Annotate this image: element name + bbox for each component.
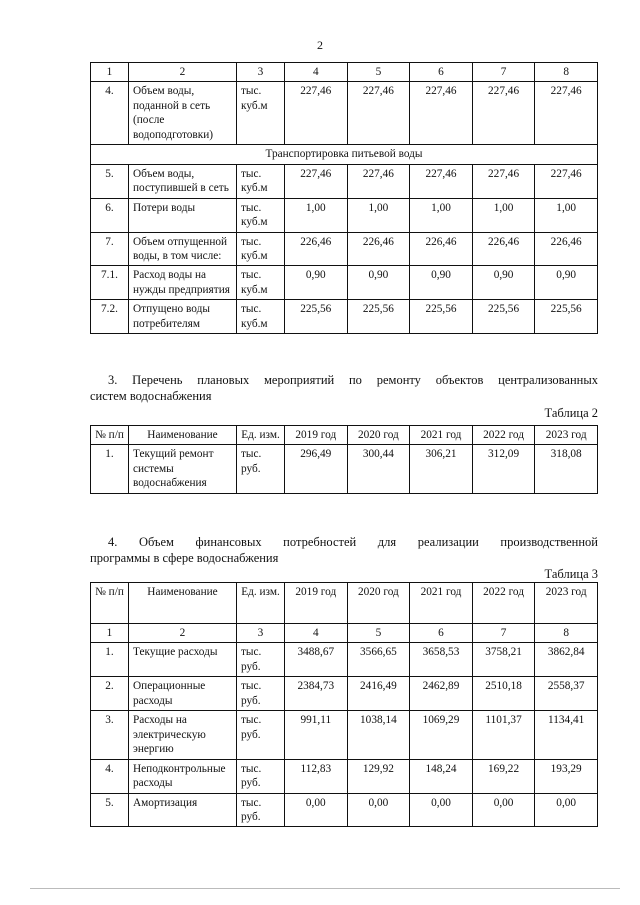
table1-body-a — [91, 82, 598, 145]
row-value: 0,90 — [535, 266, 598, 300]
row-name: Расходы на электрическую энергию — [129, 711, 237, 759]
row-unit: тыс. куб.м — [237, 266, 285, 300]
row-value: 225,56 — [347, 300, 410, 334]
row-unit: тыс. куб.м — [237, 198, 285, 232]
table3-index-cell: 1 — [91, 624, 129, 643]
row-unit: тыс. руб. — [237, 711, 285, 759]
row-value: 225,56 — [472, 300, 535, 334]
table2-header-cell: 2020 год — [347, 426, 410, 445]
row-value: 0,00 — [535, 793, 598, 827]
row-name: Амортизация — [129, 793, 237, 827]
financial-needs-table — [90, 582, 598, 827]
table1-header-cell: 1 — [91, 63, 129, 82]
row-unit: тыс. руб. — [237, 759, 285, 793]
row-value: 1,00 — [410, 198, 473, 232]
table2-header-cell: 2023 год — [535, 426, 598, 445]
table1-header-cell: 7 — [472, 63, 535, 82]
heading-line: программы в сфере водоснабжения — [90, 551, 279, 566]
table3-index-cell: 8 — [535, 624, 598, 643]
table2-header-cell: 2021 год — [410, 426, 473, 445]
table-row — [91, 643, 598, 677]
row-value: 2416,49 — [347, 677, 410, 711]
table2-header-row — [91, 426, 598, 445]
row-name: Текущие расходы — [129, 643, 237, 677]
row-value: 1,00 — [347, 198, 410, 232]
row-number: 2. — [91, 677, 129, 711]
row-value: 129,92 — [347, 759, 410, 793]
table1-header-cell: 8 — [535, 63, 598, 82]
row-value: 226,46 — [347, 232, 410, 266]
table-label: Таблица 2 — [544, 406, 598, 420]
row-value: 227,46 — [410, 82, 473, 145]
table3-header-cell: Ед. изм. — [237, 583, 285, 624]
table3-index-cell: 6 — [410, 624, 473, 643]
row-name: Операционные расходы — [129, 677, 237, 711]
water-balance-table — [90, 62, 598, 334]
table3-header-cell: 2022 год — [472, 583, 535, 624]
row-value: 227,46 — [535, 164, 598, 198]
row-value: 312,09 — [472, 445, 535, 493]
row-value: 1069,29 — [410, 711, 473, 759]
row-value: 3862,84 — [535, 643, 598, 677]
row-value: 1038,14 — [347, 711, 410, 759]
row-unit: тыс. руб. — [237, 793, 285, 827]
row-value: 1,00 — [535, 198, 598, 232]
row-value: 227,46 — [347, 82, 410, 145]
table2-header-cell: Ед. изм. — [237, 426, 285, 445]
row-value: 1,00 — [285, 198, 348, 232]
table-row — [91, 300, 598, 334]
table3-header-cell: Наименование — [129, 583, 237, 624]
table1-body-b — [91, 164, 598, 334]
table2-body — [91, 445, 598, 493]
row-name: Потери воды — [129, 198, 237, 232]
row-name: Объем отпущенной воды, в том числе: — [129, 232, 237, 266]
row-name: Неподконтрольные расходы — [129, 759, 237, 793]
table3-header-cell: 2020 год — [347, 583, 410, 624]
table-row — [91, 759, 598, 793]
table-row — [91, 677, 598, 711]
section-title: Транспортировка питьевой воды — [91, 145, 598, 164]
row-unit: тыс. куб.м — [237, 82, 285, 145]
row-value: 2384,73 — [285, 677, 348, 711]
table1-header-cell: 4 — [285, 63, 348, 82]
table3-index-cell: 4 — [285, 624, 348, 643]
row-name: Объем воды, поступившей в сеть — [129, 164, 237, 198]
row-value: 0,00 — [410, 793, 473, 827]
row-value: 1134,41 — [535, 711, 598, 759]
row-value: 0,00 — [285, 793, 348, 827]
row-value: 225,56 — [285, 300, 348, 334]
row-value: 2558,37 — [535, 677, 598, 711]
section-heading-4 — [90, 534, 598, 567]
table2-header-cell: Наименование — [129, 426, 237, 445]
page-number: 2 — [317, 38, 323, 52]
row-name: Объем воды, поданной в сеть (после водоподготовки) — [129, 82, 237, 145]
heading-line: 4. Объем финансовых потребностей для реализации производственной — [108, 535, 598, 549]
table1-header-cell: 3 — [237, 63, 285, 82]
row-value: 3658,53 — [410, 643, 473, 677]
row-unit: тыс. куб.м — [237, 300, 285, 334]
table3-index-row — [91, 624, 598, 643]
row-value: 226,46 — [535, 232, 598, 266]
table1-header-cell: 2 — [129, 63, 237, 82]
table-row — [91, 445, 598, 493]
row-number: 7.1. — [91, 266, 129, 300]
heading-line: 3. Перечень плановых мероприятий по ремонту объектов централизованных — [108, 373, 598, 387]
table3-header-cell: 2021 год — [410, 583, 473, 624]
row-value: 296,49 — [285, 445, 348, 493]
table3-header-cell: 2019 год — [285, 583, 348, 624]
table3-header-cell: № п/п — [91, 583, 129, 624]
table-row — [91, 711, 598, 759]
row-value: 991,11 — [285, 711, 348, 759]
row-number: 4. — [91, 759, 129, 793]
row-value: 0,90 — [347, 266, 410, 300]
table2-header-cell: 2019 год — [285, 426, 348, 445]
row-number: 7. — [91, 232, 129, 266]
row-value: 227,46 — [285, 164, 348, 198]
heading-line: систем водоснабжения — [90, 389, 212, 404]
row-value: 227,46 — [285, 82, 348, 145]
table1-header-cell: 6 — [410, 63, 473, 82]
row-name: Текущий ремонт системы водоснабжения — [129, 445, 237, 493]
page-bottom-divider — [30, 888, 620, 889]
row-value: 227,46 — [472, 164, 535, 198]
table-row — [91, 266, 598, 300]
row-value: 300,44 — [347, 445, 410, 493]
row-number: 1. — [91, 643, 129, 677]
row-value: 225,56 — [535, 300, 598, 334]
row-value: 3758,21 — [472, 643, 535, 677]
table3-index-cell: 3 — [237, 624, 285, 643]
row-number: 6. — [91, 198, 129, 232]
row-value: 1,00 — [472, 198, 535, 232]
table3-index-cell: 5 — [347, 624, 410, 643]
row-value: 0,90 — [472, 266, 535, 300]
row-value: 3566,65 — [347, 643, 410, 677]
row-value: 193,29 — [535, 759, 598, 793]
table1-section-row — [91, 145, 598, 164]
row-unit: тыс. руб. — [237, 643, 285, 677]
table-row — [91, 82, 598, 145]
row-value: 1101,37 — [472, 711, 535, 759]
row-value: 226,46 — [472, 232, 535, 266]
row-unit: тыс. руб. — [237, 677, 285, 711]
row-value: 0,90 — [410, 266, 473, 300]
table3-body — [91, 643, 598, 827]
row-unit: тыс. руб. — [237, 445, 285, 493]
table3-header-cell: 2023 год — [535, 583, 598, 624]
row-number: 1. — [91, 445, 129, 493]
table3-header-row — [91, 583, 598, 624]
row-value: 227,46 — [535, 82, 598, 145]
row-value: 318,08 — [535, 445, 598, 493]
row-value: 0,90 — [285, 266, 348, 300]
row-value: 227,46 — [347, 164, 410, 198]
table1-header-cell: 5 — [347, 63, 410, 82]
row-number: 5. — [91, 164, 129, 198]
row-value: 0,00 — [347, 793, 410, 827]
row-value: 112,83 — [285, 759, 348, 793]
row-number: 3. — [91, 711, 129, 759]
table1-index-row — [91, 63, 598, 82]
section-heading-3 — [90, 372, 598, 405]
table3-index-cell: 7 — [472, 624, 535, 643]
row-number: 5. — [91, 793, 129, 827]
row-value: 227,46 — [410, 164, 473, 198]
row-value: 225,56 — [410, 300, 473, 334]
row-value: 3488,67 — [285, 643, 348, 677]
table-row — [91, 232, 598, 266]
row-value: 2462,89 — [410, 677, 473, 711]
row-unit: тыс. куб.м — [237, 164, 285, 198]
table-row — [91, 164, 598, 198]
table3-index-cell: 2 — [129, 624, 237, 643]
row-value: 2510,18 — [472, 677, 535, 711]
row-value: 226,46 — [285, 232, 348, 266]
row-value: 0,00 — [472, 793, 535, 827]
table2-header-cell: 2022 год — [472, 426, 535, 445]
row-value: 227,46 — [472, 82, 535, 145]
row-unit: тыс. куб.м — [237, 232, 285, 266]
row-value: 226,46 — [410, 232, 473, 266]
table2-header-cell: № п/п — [91, 426, 129, 445]
table-row — [91, 793, 598, 827]
table-label: Таблица 3 — [544, 567, 598, 581]
row-number: 7.2. — [91, 300, 129, 334]
row-name: Расход воды на нужды предприятия — [129, 266, 237, 300]
table-row — [91, 198, 598, 232]
row-value: 306,21 — [410, 445, 473, 493]
row-name: Отпущено воды потребителям — [129, 300, 237, 334]
row-value: 148,24 — [410, 759, 473, 793]
row-number: 4. — [91, 82, 129, 145]
row-value: 169,22 — [472, 759, 535, 793]
repair-plan-table — [90, 425, 598, 494]
